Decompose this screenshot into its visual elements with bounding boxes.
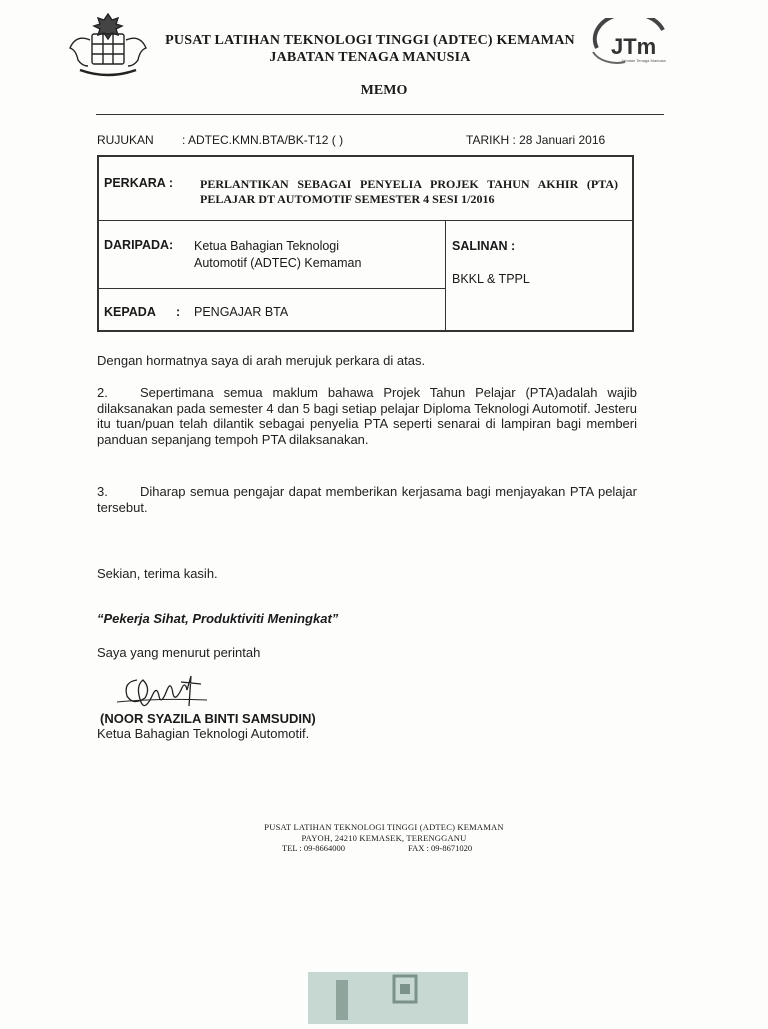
daripada-line-1: Ketua Bahagian Teknologi: [194, 239, 340, 253]
department-name: JABATAN TENAGA MANUSIA: [269, 50, 471, 65]
salinan-value: BKKL & TPPL: [452, 272, 530, 286]
motto: “Pekerja Sihat, Produktiviti Meningkat”: [97, 611, 339, 626]
stamp-mark-icon: [308, 972, 468, 1024]
malaysia-crest-icon: [62, 10, 154, 82]
tarikh: TARIKH : 28 Januari 2016: [466, 133, 606, 147]
perkara-label: PERKARA :: [104, 176, 173, 190]
footer-tel: TEL : 09-8664000: [282, 843, 345, 853]
greeting: Dengan hormatnya saya di arah merujuk perkara di atas.: [97, 353, 426, 368]
perkara-line-1: PERLANTIKAN SEBAGAI PENYELIA PROJEK TAHUN AKHIR (PTA): [200, 177, 618, 191]
paragraph-2: [97, 385, 637, 447]
rujukan-value: : ADTEC.KMN.BTA/BK-T12 ( ): [182, 133, 344, 147]
signer-title: Ketua Bahagian Teknologi Automotif.: [97, 726, 310, 741]
box-divider-vertical: [445, 220, 446, 332]
paragraph-3-text: Diharap semua pengajar dapat memberikan kerjasama bagi menjayakan PTA pelajar tersebut.: [97, 484, 637, 515]
paragraph-2-text: Sepertimana semua maklum bahawa Projek Tahun Pelajar (PTA)adalah wajib dilaksanakan pada semester 4 dan 5 bagi setiap pelajar Diploma Teknologi Automotif. Jesteru itu tuan/puan telah dilantik sebagai penyelia PTA seperti senarai di lampiran bagi memberi panduan sepanjang tempoh PTA dilaksanakan.: [97, 385, 637, 447]
salinan-label: SALINAN :: [452, 239, 516, 253]
paragraph-2-number: 2.: [97, 385, 108, 400]
kepada-value: PENGAJAR BTA: [194, 305, 289, 319]
institution-name: PUSAT LATIHAN TEKNOLOGI TINGGI (ADTEC) KEMAMAN: [165, 33, 575, 48]
memo-heading: MEMO: [360, 83, 408, 98]
footer-fax: FAX : 09-8671020: [408, 843, 473, 853]
header-divider: [96, 114, 664, 115]
perkara-line-2: PELAJAR DT AUTOMOTIF SEMESTER 4 SESI 1/2016: [200, 192, 495, 206]
kepada-label: KEPADA: [104, 305, 156, 319]
box-divider-2: [99, 288, 445, 289]
signer-name: (NOOR SYAZILA BINTI SAMSUDIN): [100, 711, 316, 726]
jtm-logo-text: JTm: [611, 34, 657, 59]
kepada-colon: :: [176, 305, 181, 319]
saya-yang-menurut: Saya yang menurut perintah: [97, 645, 261, 660]
box-divider-1: [99, 220, 632, 221]
jtm-logo-icon: [585, 18, 670, 66]
paragraph-3-number: 3.: [97, 484, 108, 499]
daripada-label: DARIPADA:: [104, 238, 174, 252]
bottom-stamp: [308, 972, 468, 1024]
paragraph-3: [97, 484, 637, 515]
daripada-line-2: Automotif (ADTEC) Kemaman: [194, 256, 362, 270]
closing: Sekian, terima kasih.: [97, 566, 218, 581]
footer-line-2: PAYOH, 24210 KEMASEK, TERENGGANU: [301, 833, 467, 843]
jtm-logo-subtext: Jabatan Tenaga Manusia: [621, 58, 666, 63]
footer-line-1: PUSAT LATIHAN TEKNOLOGI TINGGI (ADTEC) KEMAMAN: [264, 822, 504, 832]
rujukan-label: RUJUKAN: [97, 133, 154, 147]
